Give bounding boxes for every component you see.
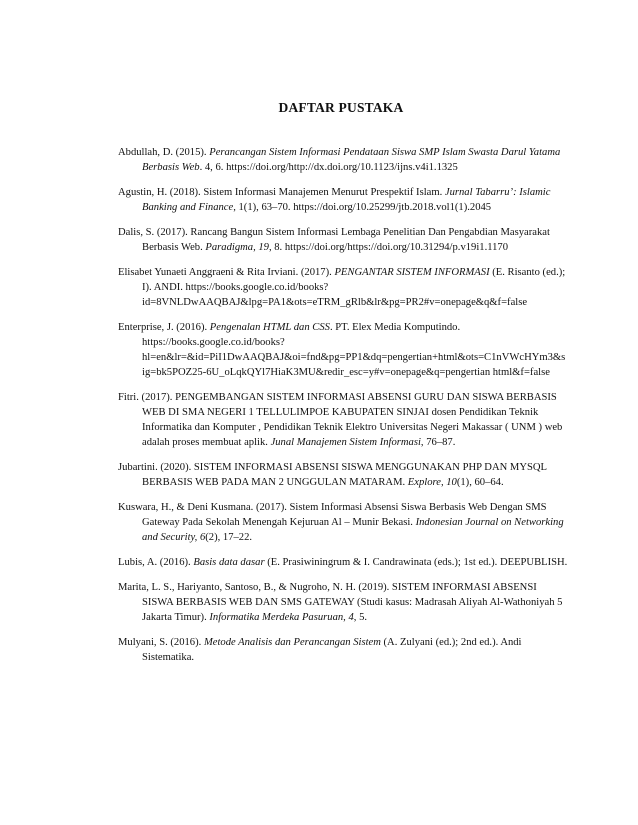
reference-details: (1), 60–64.: [456, 477, 504, 488]
reference-text: Abdullah, D. (2015).: [118, 147, 210, 158]
reference-details: , 1(1), 63–70. https://doi.org/10.25299/jtb.2018.vol1(1).2045: [233, 202, 492, 213]
reference-details: (A. Zulyani (ed.); 2nd ed.). Andi Sistematika.: [142, 637, 522, 663]
reference-italic-title: Metode Analisis dan Perancangan Sistem: [203, 637, 381, 648]
reference-lubis-2016: [118, 555, 568, 570]
reference-text: Marita, L. S., Hariyanto, Santoso, B., & Nugroho, N. H. (2019). SISTEM INFORMASI ABSENSI SISWA BERBASIS WEB DAN SMS GATEWAY (Studi kasus: Madrasah Aliyah Al-Wathoniyah 5 Jakarta Timur).: [118, 582, 563, 623]
page-title: DAFTAR PUSTAKA: [278, 100, 404, 115]
reference-kuswara-2017: [118, 500, 568, 545]
reference-text: Kuswara, H., & Deni Kusmana. (2017). Sistem Informasi Absensi Siswa Berbasis Web Dengan SMS Gateway Pada Sekolah Menengah Kejuruan Al – Munir Bekasi.: [118, 502, 547, 528]
reference-italic-title: Informatika Merdeka Pasuruan, 4: [209, 612, 354, 623]
reference-italic-title: PENGANTAR SISTEM INFORMASI: [334, 267, 490, 278]
reference-italic-title: Indonesian Journal on Networking and Security, 6: [142, 517, 564, 543]
reference-details: (E. Prasiwiningrum & I. Candrawinata (eds.); 1st ed.). DEEPUBLISH.: [264, 557, 568, 568]
reference-text: Mulyani, S. (2016).: [118, 637, 204, 648]
reference-enterprise-2016: [118, 320, 568, 380]
reference-details: , 76–87.: [420, 437, 456, 448]
reference-mulyani-2016: [118, 635, 568, 665]
reference-agustin-2018: [118, 185, 568, 215]
reference-text: Enterprise, J. (2016).: [118, 322, 210, 333]
reference-anggraeni-2017: [118, 265, 568, 310]
reference-details: , 8. https://doi.org/https://doi.org/10.31294/p.v19i1.1170: [268, 242, 509, 253]
reference-marita-2019: [118, 580, 568, 625]
reference-italic-title: Explore, 10: [407, 477, 457, 488]
reference-text: Agustin, H. (2018). Sistem Informasi Manajemen Menurut Prespektif Islam.: [118, 187, 445, 198]
reference-text: Elisabet Yunaeti Anggraeni & Rita Irviani. (2017).: [118, 267, 335, 278]
reference-italic-title: Perancangan Sistem Informasi Pendataan Siswa SMP Islam Swasta Darul Yatama Berbasis Web: [142, 147, 561, 173]
reference-italic-title: Junal Manajemen Sistem Informasi: [270, 437, 421, 448]
reference-details: . PT. Elex Media Komputindo. https://books.google.co.id/books?hl=en&lr=&id=PiI1DwAAQBAJ&oi=fnd&pg=PP1&dq=pengertian+html&ots=C1nVWcHYm3&sig=bk5POZ25-6U_oLqkQYl7HiaK3MU&redir_esc=y#v=onepage&q=pengertian html&f=false: [142, 322, 566, 378]
reference-list: [118, 145, 568, 675]
reference-jubartini-2020: [118, 460, 568, 490]
reference-text: Fitri. (2017). PENGEMBANGAN SISTEM INFORMASI ABSENSI GURU DAN SISWA BERBASIS WEB DI SMA NEGERI 1 TELLULIMPOE KABUPATEN SINJAI dosen Pendidikan Teknik Informatika dan Komputer , Pendidikan Teknik Elektro Universitas Negeri Makassar ( UNM ) web adalah proses membuat aplik.: [118, 392, 563, 448]
reference-details: . 4, 6. https://doi.org/http://dx.doi.org/10.1123/ijns.v4i1.1325: [199, 162, 458, 173]
reference-fitri-2017: [118, 390, 568, 450]
reference-details: , 5.: [353, 612, 368, 623]
reference-dalis-2017: [118, 225, 568, 255]
reference-italic-title: Pengenalan HTML dan CSS: [209, 322, 330, 333]
reference-text: Jubartini. (2020). SISTEM INFORMASI ABSENSI SISWA MENGGUNAKAN PHP DAN MYSQL BERBASIS WEB PADA MAN 2 UNGGULAN MATARAM.: [118, 462, 547, 488]
reference-details: (2), 17–22.: [205, 532, 253, 543]
reference-abdullah-2015: [118, 145, 568, 175]
reference-text: Dalis, S. (2017). Rancang Bangun Sistem Informasi Lembaga Penelitian Dan Pengabdian Masyarakat Berbasis Web.: [118, 227, 550, 253]
reference-italic-title: Basis data dasar: [193, 557, 265, 568]
reference-italic-title: Paradigma, 19: [205, 242, 269, 253]
reference-italic-title: Jurnal Tabarru’: Islamic Banking and Finance: [142, 187, 551, 213]
reference-details: (E. Risanto (ed.); I). ANDI. https://books.google.co.id/books?id=8VNLDwAAQBAJ&lpg=PA1&ots=eTRM_gRlb&lr&pg=PR2#v=onepage&q&f=false: [142, 267, 566, 308]
reference-text: Lubis, A. (2016).: [118, 557, 194, 568]
